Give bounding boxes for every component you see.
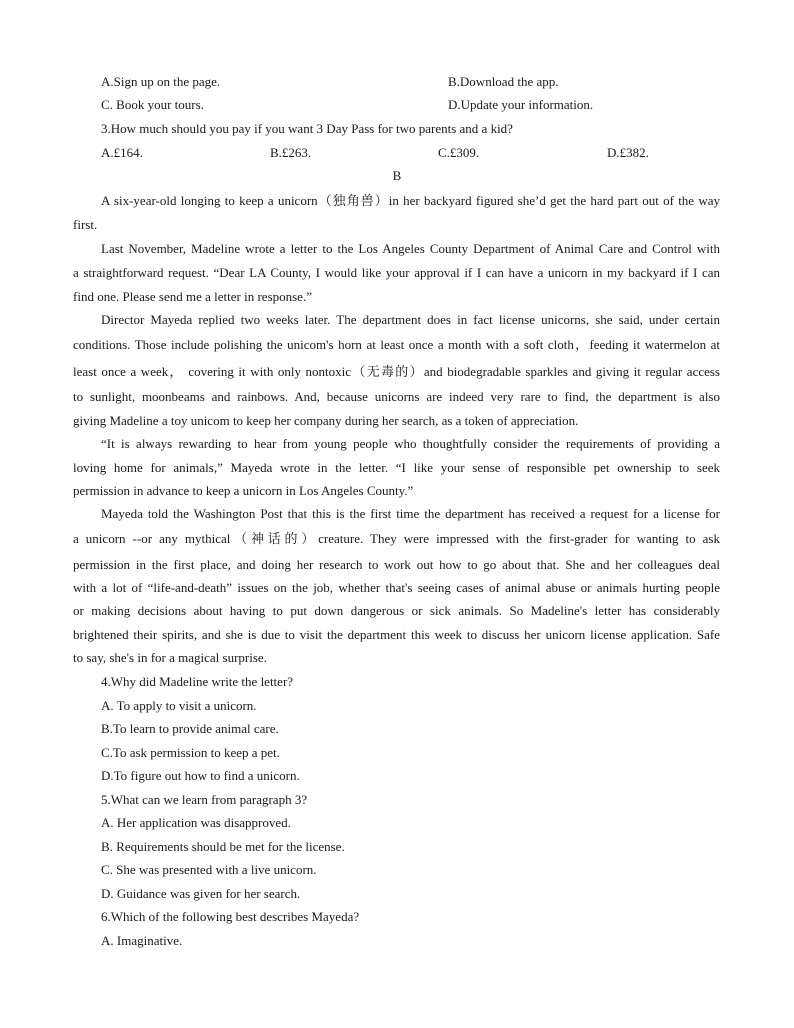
q2-option-b: B.Download the app.	[448, 74, 559, 89]
passage-line: permission in advance to keep a unicorn in Los Angeles County.”	[73, 483, 414, 498]
passage-line: Last November, Madeline wrote a letter to the Los Angeles County Department of Animal Care and Control with	[101, 241, 720, 256]
passage-line: a straightforward request. “Dear LA County, I would like your approval if I can have a unicorn in my backyard if I can	[73, 265, 720, 280]
passage-line: first.	[73, 217, 98, 232]
q5-stem: 5.What can we learn from paragraph 3?	[101, 792, 308, 807]
passage-line: find one. Please send me a letter in response.”	[73, 289, 312, 304]
q5-option-d: D. Guidance was given for her search.	[101, 886, 301, 901]
passage-line: A six-year-old longing to keep a unicorn（独角兽）in her backyard figured she’d get the hard part out of the way	[101, 193, 720, 208]
passage-line: “It is always rewarding to hear from young people who thoughtfully consider the requirements of providing a	[101, 436, 720, 451]
q3-option-d: D.£382.	[607, 145, 649, 160]
passage-line: to sunlight, moonbeams and rainbows. And, because unicorns are indeed very rare to find, the department is also	[73, 389, 720, 404]
passage-line: a unicorn --or any mythical（神话的）creature. They were impressed with the first-grader for wanting to ask	[73, 531, 720, 546]
q2-option-a: A.Sign up on the page.	[101, 74, 221, 89]
passage-line: Mayeda told the Washington Post that this is the first time the department has received a request for a license for	[101, 506, 720, 521]
q6-option-a: A. Imaginative.	[101, 933, 183, 948]
q3-option-c: C.£309.	[438, 145, 480, 160]
q2-option-c: C. Book your tours.	[101, 97, 204, 112]
passage-line: Director Mayeda replied two weeks later. The department does in fact license unicorns, she said, under certain	[101, 312, 720, 327]
q4-option-d: D.To figure out how to find a unicorn.	[101, 768, 300, 783]
q5-option-b: B. Requirements should be met for the license.	[101, 839, 345, 854]
q4-option-a: A. To apply to visit a unicorn.	[101, 698, 257, 713]
q4-option-b: B.To learn to provide animal care.	[101, 721, 279, 736]
q5-option-c: C. She was presented with a live unicorn.	[101, 862, 317, 877]
passage-line: brightened their spirits, and she is due to visit the department this week to discuss her unicorn license application. Safe	[73, 627, 720, 642]
q3-option-b: B.£263.	[270, 145, 312, 160]
q3-stem: 3.How much should you pay if you want 3 Day Pass for two parents and a kid?	[101, 121, 513, 136]
passage-line: permission in the first place, and doing her research to work out how to go about that. She and her colleagues deal	[73, 557, 720, 572]
passage-line: loving home for animals,” Mayeda wrote in the letter. “I like your sense of responsible pet ownership to seek	[73, 460, 720, 475]
q6-stem: 6.Which of the following best describes Mayeda?	[101, 909, 360, 924]
q5-option-a: A. Her application was disapproved.	[101, 815, 291, 830]
passage-line: or making decisions about having to put down dangerous or sick animals. So Madeline's letter has considerably	[73, 603, 720, 618]
passage-line: giving Madeline a toy unicom to keep her company during her search, as a token of appreciation.	[73, 413, 579, 428]
section-label: B	[392, 168, 402, 183]
q4-stem: 4.Why did Madeline write the letter?	[101, 674, 294, 689]
passage-line: to say, she's in for a magical surprise.	[73, 650, 267, 665]
passage-line: least once a week， covering it with only nontoxic（无毒的）and biodegradable sparkles and giving it regular access	[73, 364, 720, 379]
passage-line: conditions. Those include polishing the unicom's horn at least once a month with a soft cloth，feeding it watermelon at	[73, 337, 720, 352]
q4-option-c: C.To ask permission to keep a pet.	[101, 745, 280, 760]
passage-line: with a lot of “life-and-death” issues on the job, whether that's seeing cases of animal abuse or animals hurting people	[73, 580, 720, 595]
q2-option-d: D.Update your information.	[448, 97, 594, 112]
q3-option-a: A.£164.	[101, 145, 143, 160]
